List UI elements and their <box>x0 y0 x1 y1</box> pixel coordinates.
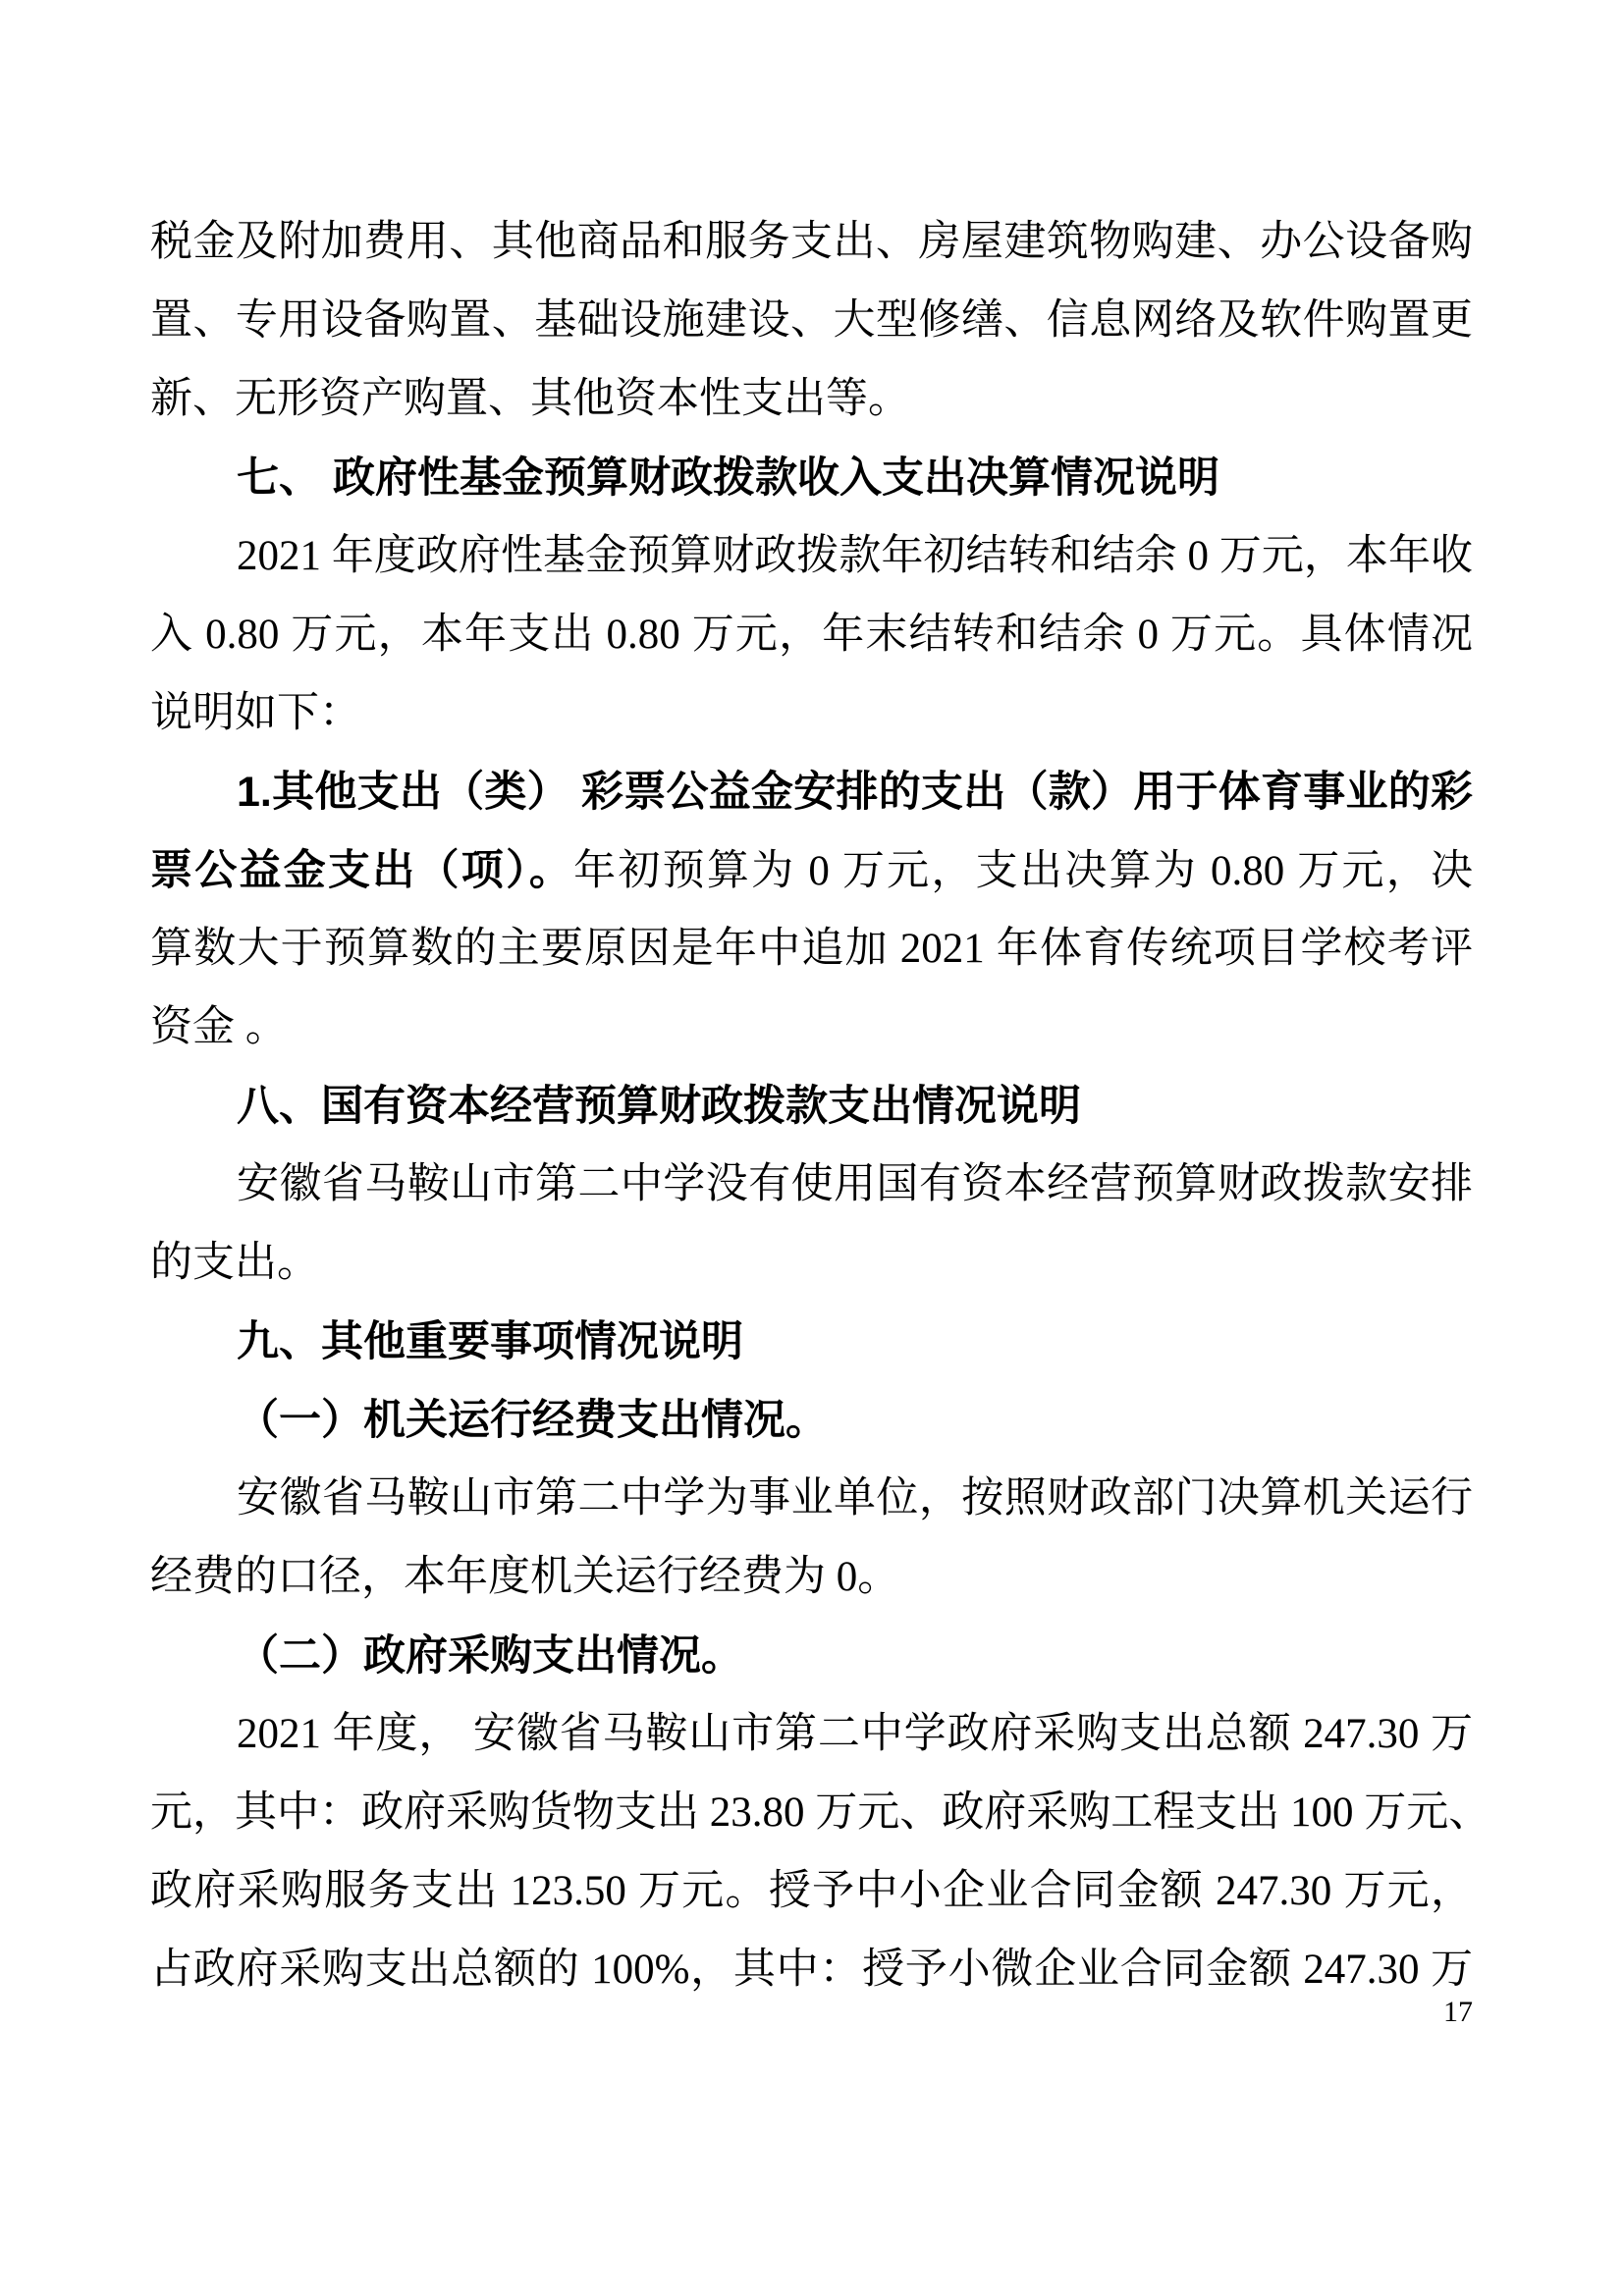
paragraph-line: 新、无形资产购置、其他资本性支出等。 <box>150 376 910 422</box>
paragraph-line: 占政府采购支出总额的 100%，其中：授予小微企业合同金额 247.30 万 <box>150 1947 1473 1993</box>
page-number: 17 <box>1443 1996 1473 2028</box>
text-run: 年初预算为 0 万元，支出决算为 0.80 万元，决 <box>573 848 1474 894</box>
paragraph-line: 元，其中：政府采购货物支出 23.80 万元、政府采购工程支出 100 万元、 <box>150 1789 1491 1836</box>
paragraph-line: 税金及附加费用、其他商品和服务支出、房屋建筑物购建、办公设备购 <box>150 219 1473 265</box>
paragraph-line: 置、专用设备购置、基础设施建设、大型修缮、信息网络及软件购置更 <box>150 297 1473 344</box>
paragraph-line: 经费的口径，本年度机关运行经费为 0。 <box>150 1554 900 1600</box>
subsection-heading-2: （二）政府采购支出情况。 <box>237 1632 743 1680</box>
paragraph-line: 入 0.80 万元，本年支出 0.80 万元，年末结转和结余 0 万元。具体情况 <box>150 612 1473 658</box>
paragraph-line: 安徽省马鞍山市第二中学为事业单位，按照财政部门决算机关运行 <box>237 1475 1473 1522</box>
paragraph-line: 资金 。 <box>150 1004 288 1050</box>
paragraph-line: 2021 年度政府性基金预算财政拨款年初结转和结余 0 万元，本年收 <box>237 533 1473 579</box>
section-heading-9: 九、其他重要事项情况说明 <box>237 1318 743 1365</box>
paragraph-line: 政府采购服务支出 123.50 万元。授予中小企业合同金额 247.30 万元， <box>150 1868 1473 1914</box>
paragraph-line <box>150 831 1473 910</box>
paragraph-line: 安徽省马鞍山市第二中学没有使用国有资本经营预算财政拨款安排 <box>237 1161 1473 1207</box>
section-heading-7: 七、 政府性基金预算财政拨款收入支出决算情况说明 <box>237 454 1219 502</box>
paragraph-line-bold: 1.其他支出（类） 彩票公益金安排的支出（款）用于体育事业的彩 <box>237 769 1473 816</box>
subsection-heading-1: （一）机关运行经费支出情况。 <box>237 1397 828 1444</box>
paragraph-line: 说明如下： <box>150 690 361 736</box>
paragraph-line: 2021 年度， 安徽省马鞍山市第二中学政府采购支出总额 247.30 万 <box>237 1711 1473 1757</box>
paragraph-line: 的支出。 <box>150 1240 319 1286</box>
document-body <box>150 203 1491 2009</box>
paragraph-line: 算数大于预算数的主要原因是年中追加 2021 年体育传统项目学校考评 <box>150 926 1473 972</box>
bold-run: 票公益金支出（项）。 <box>150 847 574 894</box>
section-heading-8: 八、国有资本经营预算财政拨款支出情况说明 <box>237 1083 1081 1130</box>
